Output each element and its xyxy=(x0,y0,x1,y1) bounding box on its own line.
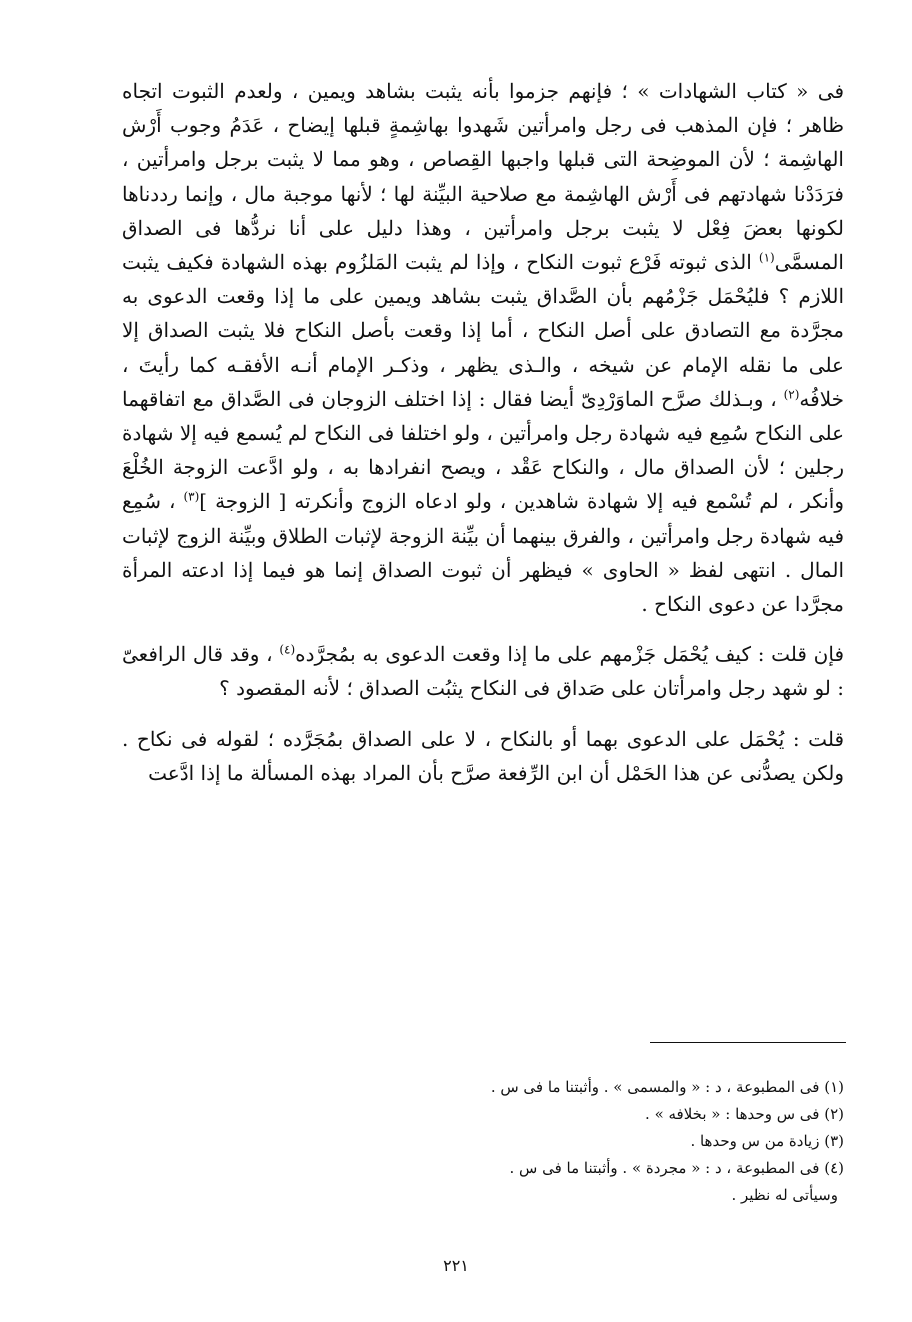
footnotes xyxy=(122,1074,844,1209)
text-line: الصداق إنما هو فيما إذا ادعته المرأة مجرَّدا عن دعوى النكاح . xyxy=(122,557,844,617)
text-line: ولكن يصدُّنى عن هذا الحَمْل أن ابن الرِّفعة صرَّح بأن المراد بهذه المسألة ما إذا ادَّعت xyxy=(148,760,844,785)
text-line: ، xyxy=(266,642,273,667)
text-line: الذى ثبوته فَرْع ثبوت النكاح ، وإذا لم يثبت xyxy=(405,250,752,275)
footnote-3: (٣) زيادة من س وحدها . xyxy=(690,1132,844,1150)
text-line: لأن الصداق مال ، والنكاح عَقْد ، ويصح انفرادها به ، ولو ادَّعت الزوجة الخُلْعَ xyxy=(122,455,770,480)
text-line: فى « كتاب الشهادات » ؛ فإنهم جزموا بأنه يثبت بشاهد ويمين ، ولعدم الثبوت xyxy=(171,79,844,103)
footnote-2: (٢) فى س وحدها : « بخلافه » . xyxy=(645,1105,844,1123)
text-line: أما إذا وقعت بأصل النكاح فلا يثبت الصداق إلا على ما نقله الإمام عن شيخه ، xyxy=(122,318,844,377)
text-line: اتجاه ظاهر ؛ فإن المذهب فى رجل وامرأتين شَهدوا بهاشِمةٍ قبلها إيضاح ، عَدَمُ xyxy=(122,79,844,138)
footnote-4-continuation: وسيأتى له نظير . xyxy=(731,1186,838,1204)
text-line: قلت : يُحْمَل على الدعوى بهما أو بالنكاح ، لا على الصداق بمُجَرَّده ؛ لقوله فى نكاح . xyxy=(122,726,844,751)
paragraph-3 xyxy=(122,722,844,790)
footnote-divider xyxy=(650,1042,846,1043)
footnote-mark: (٣) xyxy=(183,489,200,504)
main-text xyxy=(122,74,844,790)
text-line: فإن قلت : كيف يُحْمَل جَزْمهم على ما إذا وقعت الدعوى به بمُجرَّده xyxy=(295,642,845,667)
footnote-4: (٤) فى المطبوعة ، د : « مجردة » . وأثبتنا ما فى س . xyxy=(509,1159,844,1177)
paragraph-1 xyxy=(122,74,844,621)
text-line: والـذى يظهر ، وذكـر الإمام أنـه الأفقـه كما رأيتَ ، خلافُه xyxy=(122,352,844,411)
text-line: برجل وامرأتين ، فرَدَدْنا شهادتهم فى أَرْش الهاشِمة مع صلاحية البيِّنة لها ؛ لأنها موجبة xyxy=(122,147,844,206)
text-line: لإثبات الطلاق وبيِّنة الزوج لإثبات المال . انتهى لفظ « الحاوى » فيظهر أن ثبوت xyxy=(122,523,845,582)
text-line: لأنه المقصود ؟ xyxy=(219,676,341,701)
text-line: مال ، وإنما رددناها لكونها بعضَ فِعْل لا يثبت برجل وامرأتين ، وهذا دليل على xyxy=(122,181,844,240)
footnote-1: (١) فى المطبوعة ، د : « والمسمى » . وأثبتنا ما فى س . xyxy=(490,1078,844,1096)
text-line: بشاهد ويمين على ما إذا وقعت الدعوى به مجرَّدة مع التصادق على أصل النكاح ، xyxy=(122,284,844,343)
footnote-mark: (٤) xyxy=(279,642,296,657)
text-line: وقد قال الرافعىّ : لو شهد رجل وامرأتان على صَداق فى النكاح يثبُت الصداق ؛ xyxy=(122,642,844,701)
text-line: أنا نردُّها فى الصداق المسمَّى xyxy=(122,215,844,275)
text-line: ، وبـذلك صرَّح xyxy=(661,386,777,411)
paragraph-2 xyxy=(122,637,844,705)
text-line: وجوب أَرْش الهاشِمة ؛ لأن الموضِحة التى قبلها واجبها القِصاص ، وهو مما لا يثبت xyxy=(122,113,844,172)
text-line: فيه شهادة رجل وامرأتين ، ولو اختلفا فى النكاح لم يُسمع فيه إلا شهادة رجلين ؛ xyxy=(122,421,844,480)
text-line: ، سُمِع فيه شهادة رجل وامرأتين ، والفرق بينهما أن بيِّنة الزوجة xyxy=(122,489,845,548)
text-line: [ الزوجة ] xyxy=(199,489,287,514)
text-line: الماوَرْدِىّ أيضا فقال : إذا اختلف الزوجان فى الصَّداق مع اتفاقهما على النكاح سُمِع xyxy=(122,386,844,446)
footnote-mark: (٢) xyxy=(783,387,800,402)
page-number: ٢٢١ xyxy=(443,1256,469,1275)
text-line: المَلزُوم بهذه الشهادة فكيف يثبت اللازم ؟ فليُحْمَل جَزْمُهم بأن الصَّداق يثبت xyxy=(122,250,844,309)
text-line: وأنكر ، لم تُسْمع فيه إلا شهادة شاهدين ، ولو ادعاه الزوج وأنكرته xyxy=(294,489,845,514)
footnote-mark: (١) xyxy=(758,250,775,265)
